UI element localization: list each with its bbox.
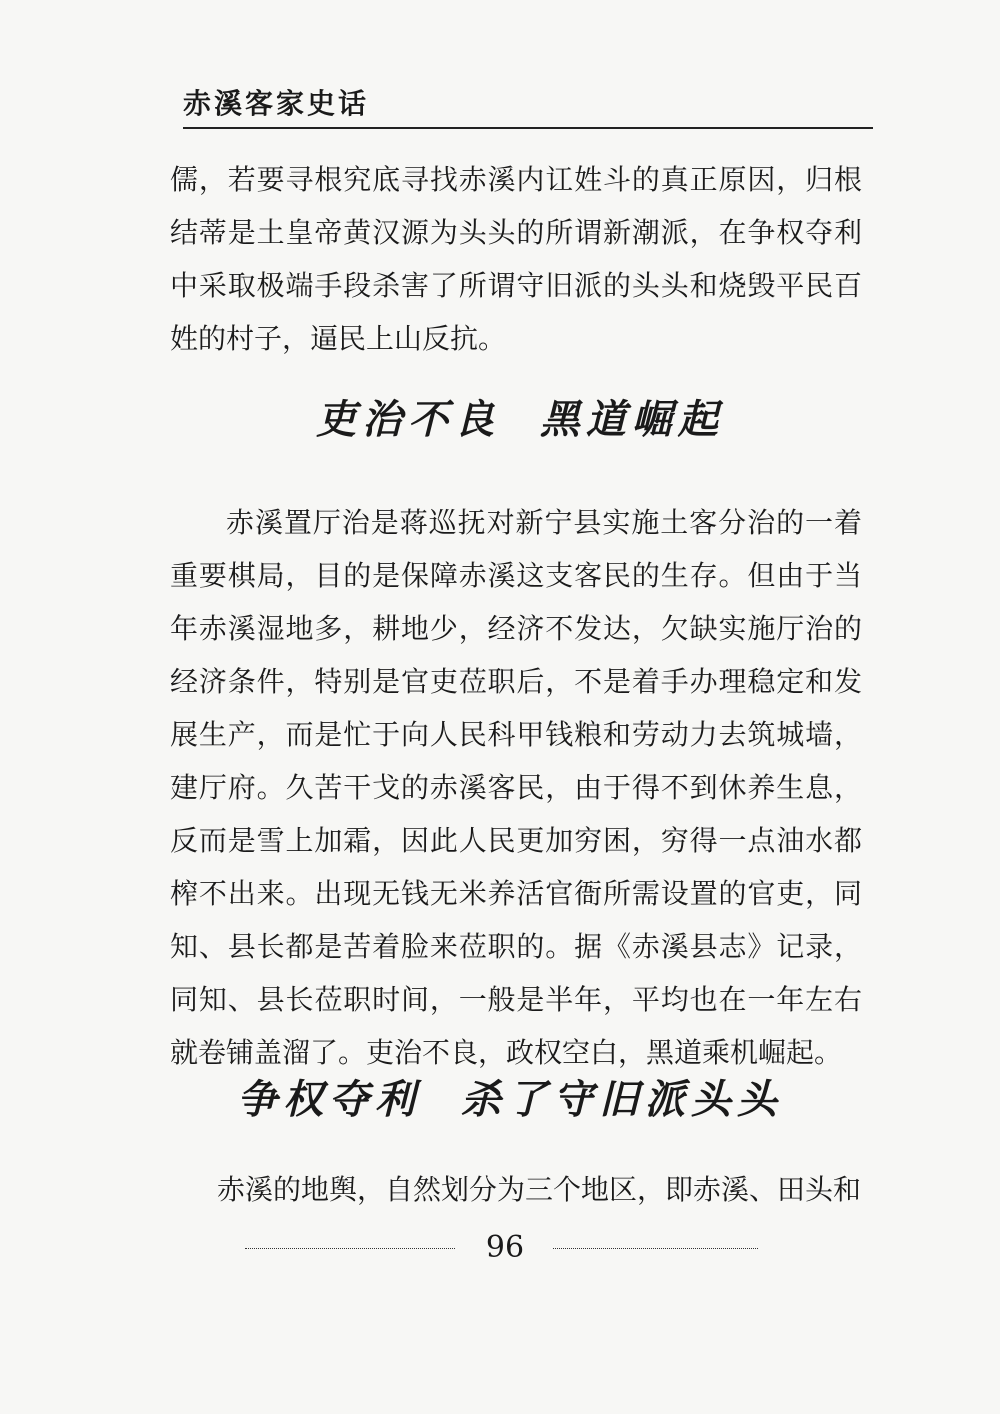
paragraph-continued: 儒，若要寻根究底寻找赤溪内讧姓斗的真正原因，归根结蒂是土皇帝黄汉源为头头的所谓新潮派，在争权夺利中采取极端手段杀害了所谓守旧派的头头和烧毁平民百姓的村子，逼民上山反抗。	[170, 163, 862, 355]
header-rule	[183, 127, 873, 129]
paragraph-geography: 赤溪的地舆，自然划分为三个地区，即赤溪、田头和	[217, 1173, 862, 1206]
book-title: 赤溪客家史话	[183, 87, 370, 120]
footer-rule-right	[553, 1248, 758, 1249]
page-number: 96	[485, 1230, 525, 1265]
section-heading-power-struggle: 争权夺利 杀了守旧派头头	[237, 1076, 783, 1123]
section-heading-officials: 吏治不良 黑道崛起	[316, 396, 724, 443]
paragraph-officials: 赤溪置厅治是蒋巡抚对新宁县实施土客分治的一着重要棋局，目的是保障赤溪这支客民的生存。但由于当年赤溪湿地多，耕地少，经济不发达，欠缺实施厅治的经济条件，特别是官吏莅职后，不是着手办理稳定和发展生产，而是忙于向人民科甲钱粮和劳动力去筑城墙，建厅府。久苦干戈的赤溪客民，由于得不到休养生息，反而是雪上加霜，因此人民更加穷困，穷得一点油水都榨不出来。出现无钱无米养活官衙所需设置的官吏，同知、县长都是苦着脸来莅职的。据《赤溪县志》记录，同知、县长莅职时间，一般是半年，平均也在一年左右就卷铺盖溜了。吏治不良，政权空白，黑道乘机崛起。	[170, 506, 862, 1069]
footer-rule-left	[245, 1248, 455, 1249]
